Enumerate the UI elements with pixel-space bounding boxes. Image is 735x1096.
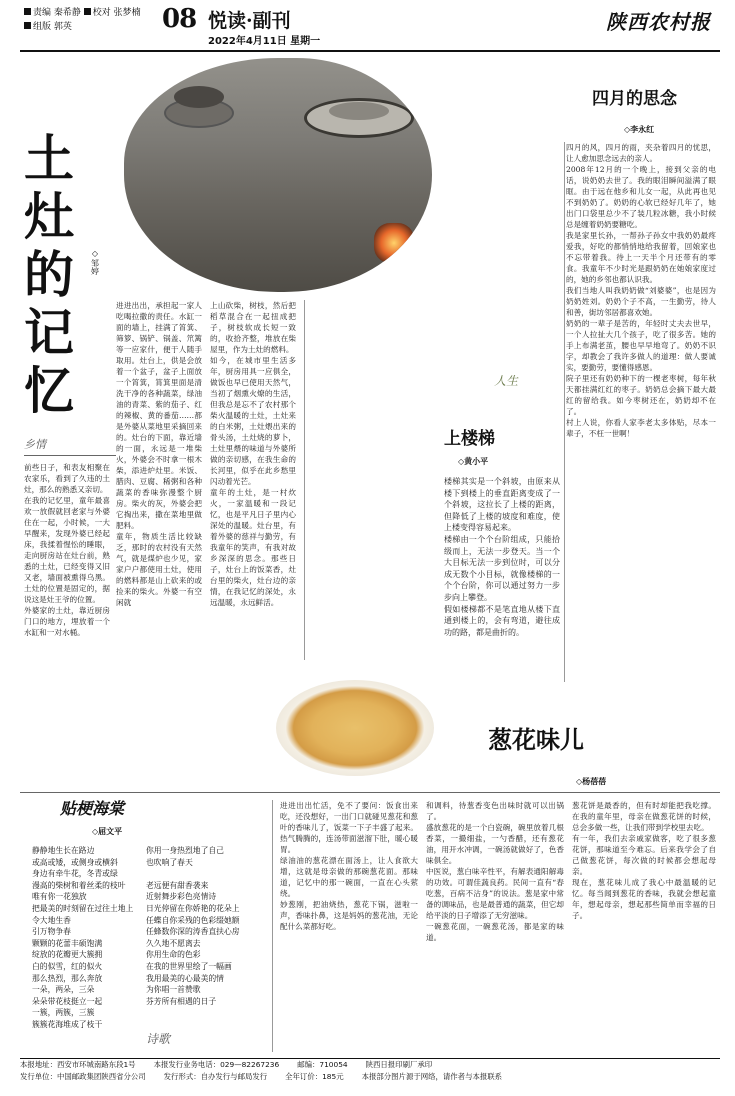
issue-date: 2022年4月11日 星期一 [208,36,321,47]
poem-line: 把最美的时刻留在过往土地上 [32,903,134,913]
poem-line: 你用一身热烈地了自己 [146,846,224,855]
cong-col2: 和调料，待葱香变色出味时就可以出锅了。 盛放葱花的是一个白瓷碗，碗里放着几根香菜，一撮细盐，一勺香醋，还有葱花油，用开水冲调，一碗汤就做好了，色香味俱全。 中医说，葱白味辛性平，有解表通阳解毒的功效。可谓佳蔬良药。民间一直有“春吃葱，百病不沾身”的说法。葱是家中常备的调味品，也是最普通的蔬菜，但它却给平淡的日子增添了无穷滋味。 一碗葱花面，一碗葱花汤，都是家的味道。 [426,801,564,942]
footer-address: 本报地址：西安市环城南路东段1号 [20,1060,136,1069]
footer-postcode: 邮编：710054 [297,1060,348,1069]
louti-title: 上楼梯 [444,429,495,449]
poem-line: 唯有你一花独放 [32,892,87,902]
poem-line: 白的似雪，红的似火 [32,961,103,971]
poem-line: 我用最美的心最美的情 [146,973,224,983]
stanza-gap [146,868,264,880]
poem-line: 久久地不愿离去 [146,938,201,948]
poem-line: 令大地生香 [32,915,71,925]
footer-phone: 本报发行业务电话：029—82267236 [153,1060,280,1069]
fire-glow [374,223,414,263]
poem-line: 日光停留在你娇艳的花朵上 [146,903,240,913]
poem-line: 芬芳所有相遇的日子 [146,996,217,1006]
main-article-col3: 上山砍柴，树枝，然后把稻草混合在一起扭成把子，树枝软成长短一致的，收拾齐整，堆放在柴屋里，作为土灶的燃料。 如今，在城市里生活多年，厨房用具一应俱全，做饭也早已使用天然气，当初了烟熏火燎的生活，但我总是忘不了农村那个柴火温暖的土灶，土灶来的白米粥，土灶煨出来的骨头汤，土灶烧的萝卜，土灶里煨的味道与外婆所做的亲切感，在我生命的长河里，似乎在此乡愁里闪动着光芒。 童年的土灶，是一村炊火，一家温暖和一段记忆，也是平凡日子里内心深处的温暖。灶台里，有着外婆的慈祥与勤劳，有我童年的笑声，有我对故乡深深的思念。那些日子，灶台上的饭菜香，灶台里的柴火，灶台边的亲情，在我记忆的深处，永远温暖，永远鲜活。 [210,301,296,607]
april-body: 四月的风，四月的雨，夹杂着四月的忧思，让人愈加思念远去的亲人。 2008年12月的一个晚上，接到父亲的电话，说奶奶去世了。我的眼泪瞬间溢满了眼眶。由于远在他乡和儿女一起，从此再也见不到奶奶了。奶奶的心软已经好几年了，她出门口袋里总少不了装几粒冰糖，我小时候总是缠着奶奶要糖吃。 我是家里长孙，一帮孙子孙女中我奶奶最疼爱我，好吃的都悄悄地给我留着，回娘家也不忘带着我。待上一天半个月还带有的零食。我童年不少时光是跟奶奶在她娘家度过的，她的乡邻也都认识我。 我们当地人叫我奶奶做“刘婆婆”，也是因为奶奶姓刘。奶奶个子不高，一生勤劳，待人和善，街坊邻居都喜欢她。 奶奶的一辈子是苦的，年轻时丈夫去世早，一个人拉扯大几个孩子，吃了很多苦。她的手上布满老茧，腰也早早地弯了。奶奶不识字，却教会了我许多做人的道理：做人要诚实，要勤劳，要懂得感恩。 院子里还有奶奶种下的一棵老枣树，每年秋天都挂满红红的枣子。奶奶总会摘下最大最红的留给我。如今枣树还在，奶奶却不在了。 村上人说，你看人家李老太多体贴，尽本一辈子，不枉一世啊！ [566,143,716,438]
column-divider [304,300,305,660]
cong-author: ◇杨蓓蓓 [576,777,607,786]
noodle-photo [276,680,434,776]
poem-line: 老远便有甜香袭来 [146,880,209,890]
divider [24,455,116,456]
april-author: ◇李永红 [624,125,655,134]
footer-distributor: 发行单位：中国邮政集团陕西省分公司 [20,1072,146,1081]
footer-price: 全年订价：185元 [285,1072,344,1081]
poem-line: 引万物争春 [32,927,71,937]
poem-line: 漫高的柴树和着丝柔的枝叶 [32,880,126,890]
column-tag-shige: 诗歌 [146,1032,171,1046]
poem-left [32,845,138,1045]
main-article-col2: 进进出出，承担起一家人吃喝拉撒的责任。水缸一面的墙上，挂满了筲箕、筛箩、锅铲、锅盖、笊篱等一应家什，便于人随手取用。灶台上，供是会放着一个盆子，盆子上面放一个筲箕，筲箕里面是清洗干净的各种蔬菜，绿油油的青菜、紫的茄子、红的辣椒、黄的番茄……都是外婆从菜地里采摘回来的。灶台的下面，靠近墙的一面，永远是一堆柴火，外婆会不时拿一根木柴，添进炉灶里。米饭、腊肉、豆腐、稀粥和各种蔬菜的香味弥漫整个厨房。柴火的灰，外婆会把它掏出来，撒在菜地里做肥料。 童年，物质生活比较缺乏，那时的农村没有天然气，就是煤炉也少见，家家户户都使用土灶，使用的燃料都是山上砍来的或捡来的柴火。外婆一有空闲就 [116,301,202,607]
poem-line: 任蝶自你采残的色彩缀她额 [146,915,240,925]
footer-notice: 本报部分图片源于网络，请作者与本报联系 [361,1072,503,1081]
masthead-credits: 责编 秦希静 校对 张梦楠 组版 郭英 [24,6,141,34]
masthead-rule [20,50,720,52]
poem-line: 你用生命的色彩 [146,950,201,960]
poem-line: 或高或矮，或侧身或横斜 [32,857,118,867]
poem-line: 在我的世界里绘了一幅画 [146,961,232,971]
pot-lid-left [174,86,224,108]
section-rule [20,792,720,793]
poem-line: 为你唱一首赞歌 [146,985,201,995]
april-title: 四月的思念 [592,89,677,109]
poem-line: 身边有牵牛花，冬青或绿 [32,869,118,879]
poem-line: 静静地生长在路边 [32,846,95,855]
main-article-author: ◇ 邹婷 [90,249,100,275]
cong-title: 葱花味儿 [488,725,584,754]
main-article-col1: 前些日子，和表友相聚在农家乐，看到了久违的土灶，那么的熟悉又亲切。 在我的记忆里，童年最喜欢一放假就回老家与外婆住在一起，小时候，一大早醒来，发现外婆已经起床，我揉着惺忪的睡眼，走向厨房站在灶台前，熟悉的土灶，已经变得又旧又老，墙面被熏得乌黑。土灶的位置是固定的，据说这是灶王爷的位置。 外婆家的土灶，靠近厨房门口的地方，埋放着一个水缸和一对水桶。 [24,463,110,637]
newspaper-logo: 陕西农村报 [606,10,711,34]
louti-body: 楼梯其实是一个斜坡，由原来从楼下到楼上的垂直距离变成了一个斜坡，这拉长了上楼的距离，但降低了上楼的坡度和难度，使上楼变得容易起来。 楼梯由一个个台阶组成，只能拾级而上，无法一步登天。当一个大目标无法一步到位时，可以分成无数个小目标，就像楼梯的一个个台阶，你可以通过努力一步步向上攀登。 假如楼梯都不是笔直地从楼下直通到楼上的，会有弯道，避往成功的路，都是曲折的。 [444,477,560,637]
footer-printer: 陕西日报印刷厂承印 [365,1060,433,1069]
poem-line: 任蜂数你深的涛香直扶心房 [146,927,240,937]
column-divider [564,142,565,682]
column-tag-rensheng: 人生 [494,374,519,388]
poem-title: 贴梗海棠 [60,799,125,818]
cong-col1: 进进出出忙活，免不了要问：饭食出来吃，还没想好，一出门口就碰见葱花和葱叶的香味儿了，饭菜一下子丰盛了起来。热气腾腾的，连汤带面滋溜下肚，暖心暖胃。 绿油油的葱花漂在面汤上，让人食欲大增，这就是母亲做的那碗葱花面。那味道，记忆中的那一碗面，一直在心头萦绕。 妙葱刚，把油烧热，葱花下锅，滋啦一声，香味扑鼻，这是妈妈的葱花油，无论配什么菜都好吃。 [280,801,418,931]
poem-line: 近射舞步彩色亮情诗 [146,892,217,902]
poem-right [146,845,264,1015]
poem-line: 朵朵带花枝挺立一起 [32,996,103,1006]
section-name: 悦读·副刊 [208,10,291,32]
stove-photo [124,58,432,292]
louti-author: ◇黄小平 [458,457,489,466]
main-article-title: 土灶的记忆 [24,129,74,420]
footer [20,1058,720,1083]
poem-line: 簇簇花海堆成了枝干 [32,1019,103,1029]
poem-line: 一朵，两朵，三朵 [32,985,95,995]
poem-author: ◇屈文平 [92,827,123,836]
page-number: 08 [162,4,197,34]
cong-col3: 葱花饼是最香的，但有时却能把我吃撑。在我的童年里，母亲在做葱花饼的时候，总会多做一些，让我们带到学校里去吃。 有一年，我们去亲戚家做客，吃了很多葱花饼，那味道至今难忘。后来我学会了自己做葱花饼，每次做的时候都会想起母亲。 现在，葱花味儿成了我心中最温暖的记忆。每当闻到葱花的香味，我就会想起童年，想起母亲，想起那些简单而幸福的日子。 [572,801,716,920]
poem-line: 颗颗的花蕾丰硕饱满 [32,938,103,948]
poem-line: 那么热烈，那么奔放 [32,973,103,983]
column-tag-xiangqing: 乡情 [24,438,46,451]
pot-lid-right [329,102,389,120]
footer-distribution: 发行形式：自办发行与邮局发行 [163,1072,268,1081]
poem-line: 绽放的花瓣更大簇拥 [32,950,103,960]
poem-line: 一簇，两簇，三簇 [32,1008,95,1018]
column-divider [272,800,273,1052]
poem-line: 也吹响了春天 [146,857,193,867]
